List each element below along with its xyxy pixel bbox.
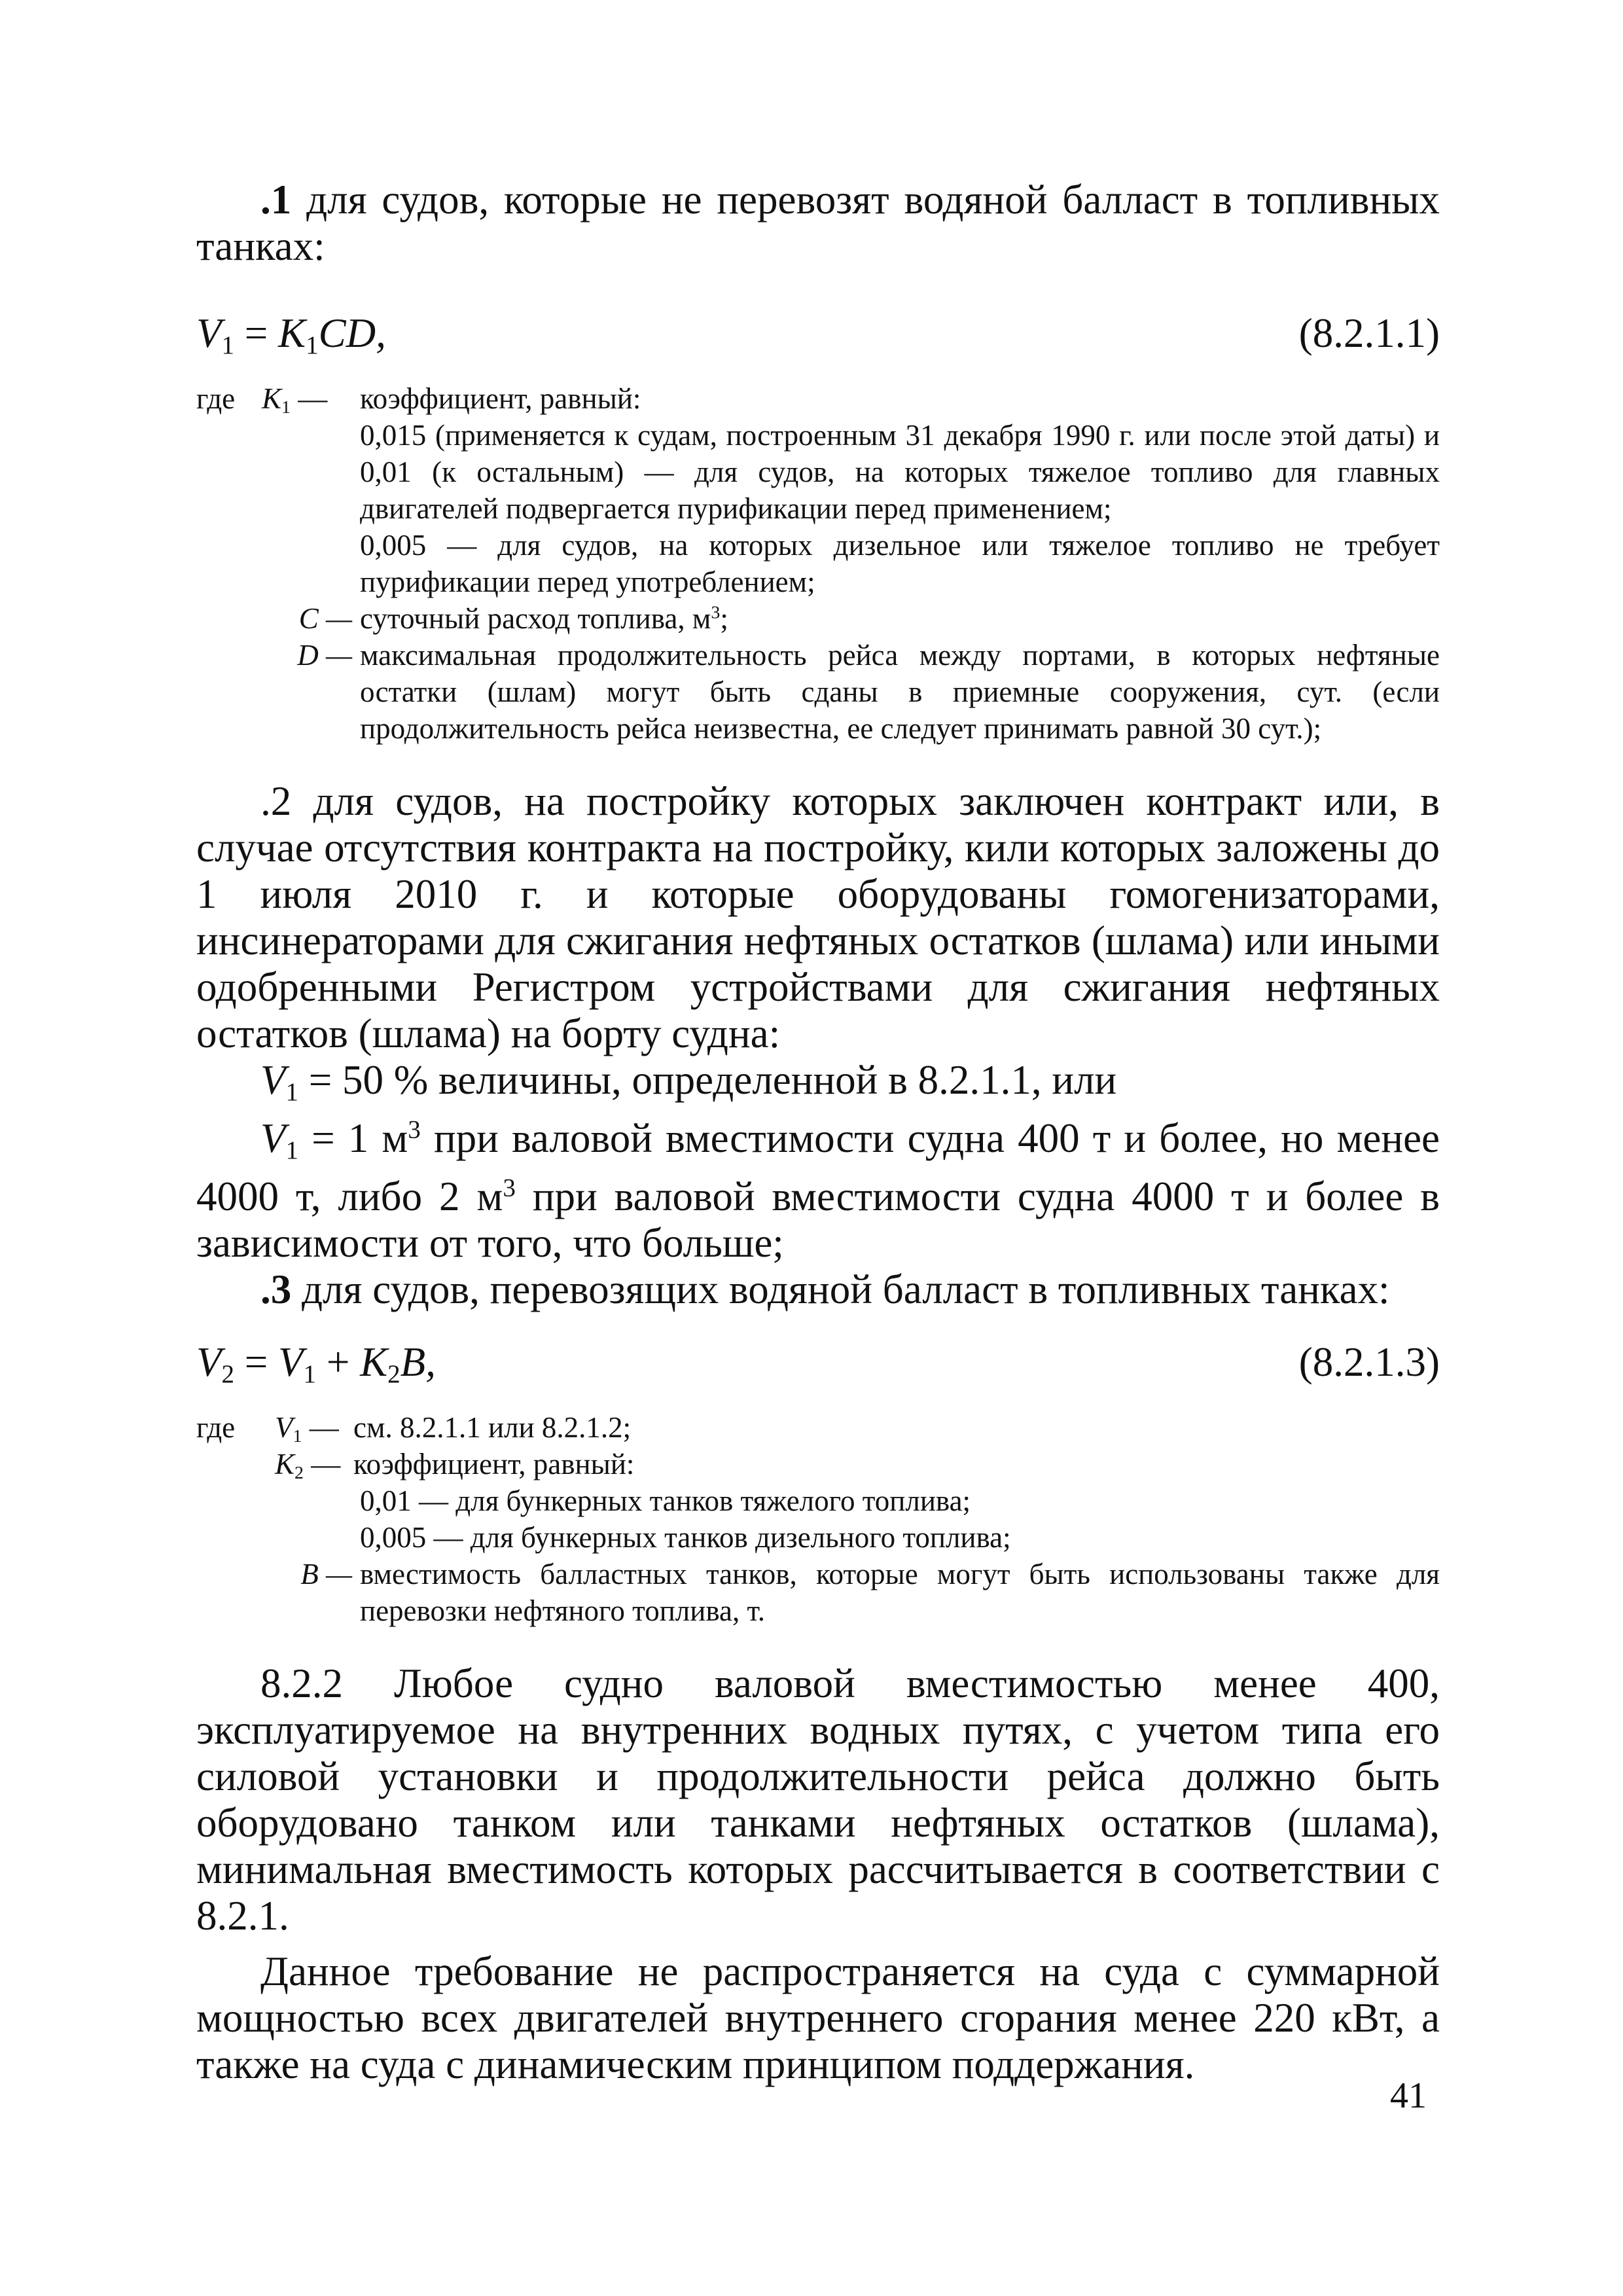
document-page [196,177,1440,2088]
k1-symbol: $K_1$ — [262,382,328,418]
formula-1-number: (8.2.1.1) [1298,310,1440,356]
where-block-1 [196,380,1440,747]
item-2-line-2: $V_1 = 1$ $м^3$ при валовой вместимости судна 400 т и более, но менее 4000 т, либо 2 $м^3$ при валовой вместимости судна 4000 т и более в зависимости от того, что больше; [196,1115,1440,1266]
k1-value-2: 0,005 — для судов, на которых дизельное или тяжелое топливо не требует пурификации перед употреблением; [360,529,1440,598]
d-symbol: D — [297,639,352,672]
k2-symbol: $K_2$ — [275,1447,341,1483]
k1-value-1: 0,015 (применяется к судам, построенным 31 декабря 1990 г. или после этой даты) и 0,01 (к остальным) — для судов, на которых тяжелое топливо для главных двигателей подвергается пурификации перед применением; [360,419,1440,525]
item-2-line-1: $V_1 = 50$ % величины, определенной в 8.2.1.1, или [260,1057,1117,1106]
v1-description: см. 8.2.1.1 или 8.2.1.2; [353,1410,632,1444]
formula-2-number: (8.2.1.3) [1298,1338,1440,1385]
where-k2-row [196,1446,1440,1482]
item-1-marker: .1 [260,177,292,223]
where-k1-row [196,380,1440,417]
k1-description: коэффициент, равный: [360,382,641,415]
item-1-paragraph [196,177,1440,270]
paragraph-8-2-2: 8.2.2 Любое судно валовой вместимостью менее 400, эксплуатируемое на внутренних водных путях, с учетом типа его силовой установки и продолжительности рейса должно быть оборудовано танком или танками нефтяных остатков (шлама), минимальная вместимость которых рассчитывается в соответствии с 8.2.1. [196,1660,1440,1939]
b-description: вместимость балластных танков, которые могут быть использованы также для перевозки нефтяного топлива, т. [360,1557,1440,1627]
c-symbol: C — [298,602,352,635]
item-2-paragraph: .2 для судов, на постройку которых заключен контракт или, в случае отсутствия контракта на постройку, кили которых заложены до 1 июля 2010 г. и которые оборудованы гомогенизаторами, инсинераторами для сжигания нефтяных остатков (шлама) или иными одобренными Регистром устройствами для сжигания нефтяных остатков (шлама) на борту судна: [196,778,1440,1056]
k2-description: коэффициент, равный: [353,1447,635,1480]
formula-8-2-1-3 [196,1339,1440,1386]
b-symbol: B — [300,1557,352,1590]
paragraph-exception: Данное требование не распространяется на суда с суммарной мощностью всех двигателей внутреннего сгорания менее 220 кВт, а также на суда с динамическим принципом поддержания. [196,1948,1440,2087]
k2-value-2: 0,005 — для бункерных танков дизельного топлива; [360,1520,1011,1554]
formula-1-expression: $V_1 = K_1CD$, [196,310,386,359]
where-c-row [196,600,1440,637]
where-block-2 [196,1409,1440,1629]
v1-symbol: $V_1$ — [275,1410,339,1446]
d-description: максимальная продолжительность рейса между портами, в которых нефтяные остатки (шлам) могут быть сданы в приемные сооружения, сут. (если продолжительность рейса неизвестна, ее следует принимать равной 30 сут.); [360,639,1440,745]
item-1-text: для судов, которые не перевозят водяной балласт в топливных танках: [196,177,1440,269]
where-d-row [196,637,1440,747]
where-b-row [196,1556,1440,1629]
formula-2-expression: $V_2 = V_1 + K_2B$, [196,1338,436,1388]
formula-8-2-1-1 [196,310,1440,357]
k2-value-1: 0,01 — для бункерных танков тяжелого топлива; [360,1484,971,1517]
item-3-paragraph: .3 для судов, перевозящих водяной балласт в топливных танках: [260,1266,1390,1312]
c-description: суточный расход топлива, $м^3$; [360,602,728,635]
where-v1-row [196,1409,1440,1446]
page-number: 41 [1390,2075,1427,2116]
where-label-2: где [196,1410,236,1444]
where-label: где [196,382,236,415]
